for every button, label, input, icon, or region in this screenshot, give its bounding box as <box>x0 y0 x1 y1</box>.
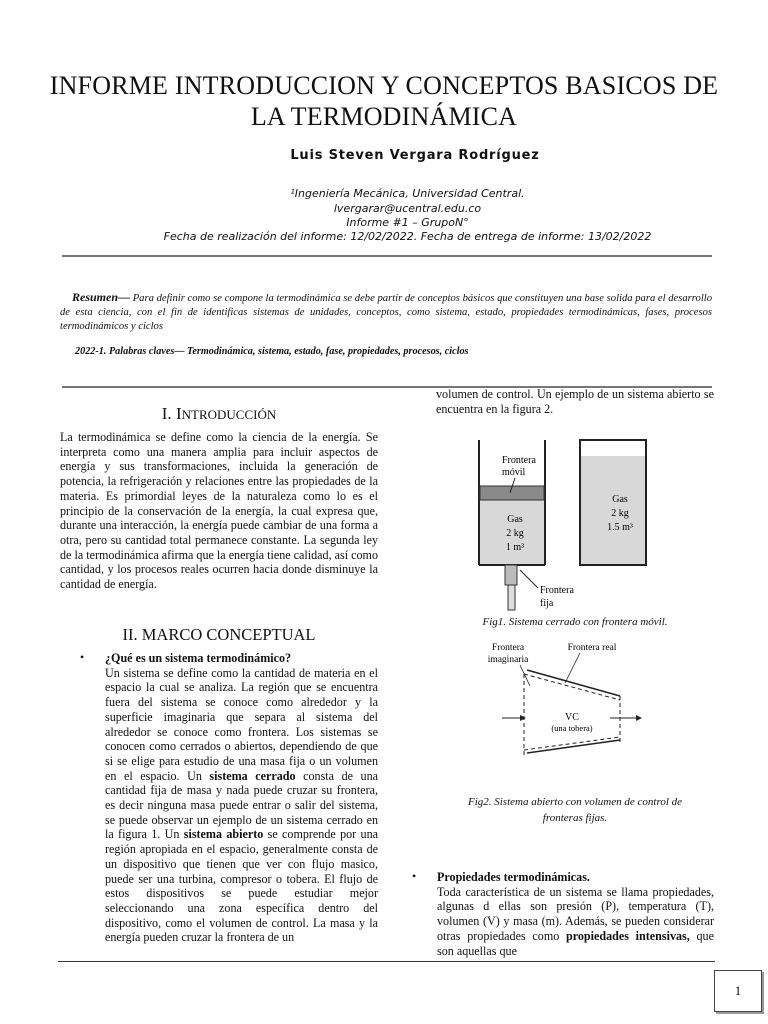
section-numeral: I. <box>161 404 172 423</box>
nozzle-wall-top <box>527 670 620 696</box>
label-frontera-fija-2: fija <box>540 598 554 609</box>
abstract-text: Para definir como se compone la termodinámica se debe partir de conceptos básicos que constituyen una base solida para el desarrollo de esta ciencia, con el fin de identificas sistemas de unidades, conceptos, como sistema, estado, propiedades termodinámicas, fases, procesos termodinámicos y ciclos <box>60 293 712 332</box>
gas-right-mass: 2 kg <box>611 508 629 519</box>
leader-line <box>520 570 538 588</box>
figure-2-caption-line-1: Fig2. Sistema abierto con volumen de control de <box>467 796 683 808</box>
label-frontera-movil-2: móvil <box>502 467 526 478</box>
gas-right-volume: 1.5 m³ <box>607 522 633 533</box>
leader-line <box>565 653 580 683</box>
title-line-2: LA TERMODINÁMICA <box>250 102 518 131</box>
paragraph-part: Un sistema se define como la cantidad de materia en el espacio la cual se analiza. La región que se encuentra fuera del sistema se conoce como alrededor y la superficie imaginaria que separa al sistema del alrededor se conoce como frontera. Los sistemas se conocen como cerrados o abiertos, dependiendo de que si se elige para estudio de una masa fija o un volumen en el espacio. Un <box>105 665 378 783</box>
abstract-label: Resumen— <box>72 290 131 304</box>
vc-sublabel: (una tobera) <box>551 723 593 733</box>
bullet-dot: • <box>412 869 417 883</box>
gas-left-volume: 1 m³ <box>505 542 525 553</box>
bold-term: propiedades intensivas, <box>566 928 690 943</box>
gas-container-top <box>581 441 645 456</box>
label-frontera-fija-1: Frontera <box>540 585 574 596</box>
keywords: 2022-1. Palabras claves— Termodinámica, sistema, estado, fase, propiedades, procesos, ciclos <box>75 346 469 357</box>
bold-term: sistema abierto <box>183 827 264 842</box>
imaginary-boundary-top <box>524 674 620 700</box>
figure-1-caption: Fig1. Sistema cerrado con frontera móvil. <box>482 616 668 628</box>
header-divider <box>62 255 712 257</box>
title-line-1: INFORME INTRODUCCION Y CONCEPTOS BASICOS DE <box>49 71 719 100</box>
section-introduccion-heading <box>60 404 378 424</box>
label-frontera-real: Frontera real <box>567 643 617 653</box>
label-frontera-imaginaria-1: Frontera <box>491 643 525 653</box>
question-heading: Propiedades termodinámicas. <box>437 870 590 884</box>
bold-term: sistema cerrado <box>209 768 296 783</box>
paragraph-part: consta de una cantidad fija de masa y nada puede cruzar su frontera, es decir ninguna masa puede entrar o salir del sistema, se puede observar un ejemplo de un sistema cerrado en la figura 1. Un <box>105 768 378 842</box>
bullet-list-left <box>60 651 378 945</box>
author-name: Luis Steven Vergara Rodríguez <box>290 148 540 163</box>
figure-2 <box>480 638 660 756</box>
figure-1 <box>470 438 650 638</box>
section-marco-conceptual-heading: II. MARCO CONCEPTUAL <box>122 625 316 644</box>
affiliation: ¹Ingeniería Mecánica, Universidad Central. <box>290 187 525 200</box>
figure-2-caption-line-2: fronteras fijas. <box>542 812 608 824</box>
section-title-rest: NTRODUCCIÓN <box>181 407 277 422</box>
gas-right-label: Gas <box>612 494 628 505</box>
section-initial: I <box>175 404 182 423</box>
valve-spring <box>505 565 517 585</box>
footer-divider <box>58 961 715 962</box>
inflow-arrowhead <box>520 715 526 721</box>
list-item <box>60 651 378 945</box>
bullet-list-right <box>392 870 714 958</box>
paper-title <box>40 70 728 132</box>
paragraph-part: que son aquellas que <box>437 928 714 958</box>
leader-line <box>520 665 530 686</box>
label-frontera-imaginaria-2: imaginaria <box>487 655 529 665</box>
nozzle-wall-bottom <box>527 740 620 753</box>
figure-2-caption <box>436 794 714 826</box>
page-number: 1 <box>714 970 762 1012</box>
imaginary-boundary-bottom <box>524 737 620 750</box>
bullet-dot: • <box>80 650 85 664</box>
gas-left-label: Gas <box>507 514 523 525</box>
question-heading: ¿Qué es un sistema termodinámico? <box>105 651 292 665</box>
report-dates: Fecha de realización del informe: 12/02/2022. Fecha de entrega de informe: 13/02/2022 <box>163 230 652 243</box>
list-item <box>392 870 714 958</box>
author-email: lvergarar@ucentral.edu.co <box>333 202 482 215</box>
gas-left-mass: 2 kg <box>506 528 524 539</box>
report-number: Informe #1 – GrupoN° <box>346 216 469 229</box>
paragraph-part: Toda característica de un sistema se llama propiedades, algunas d ellas son presión (P), temperatura (T), volumen (V) y masa (m). Además, se pueden considerar otras propiedades como <box>437 884 714 943</box>
label-frontera-movil-1: Frontera <box>502 455 536 466</box>
paragraph-part: se comprende por una región apropiada en el espacio, generalmente consta de un dispositivo que tienen que ver con flujo masico, puede ser una turbina, compresor o tobera. El flujo de estos dispositivos se puede estudiar mejor seleccionando una zona específica dentro del dispositivo, como el volumen de control. La masa y la energía pueden cruzar la frontera de un <box>105 827 378 945</box>
intro-paragraph: La termodinámica se define como la ciencia de la energía. Se interpreta como una manera amplia para incluir aspectos de energía y sus transformaciones, incluida la generación de potencia, la refrigeración y relaciones entre las propiedades de la materia. Es primordial leyes de la naturaleza como lo es el principio de la conservación de la energía, la cual expresa que, durante una interacción, la energía puede cambiar de una forma a otra, pero su cantidad total permanece constante. La segunda ley de la termodinámica afirma que la energía tiene calidad, así como cantidad, y los procesos reales ocurren hacia donde disminuye la cantidad de energía. <box>60 430 378 592</box>
valve-stem <box>508 585 515 610</box>
vc-label: VC <box>565 712 579 723</box>
abstract <box>60 290 712 334</box>
outflow-arrowhead <box>636 715 642 721</box>
right-column-continuation: volumen de control. Un ejemplo de un sistema abierto se encuentra en la figura 2. <box>436 387 714 416</box>
